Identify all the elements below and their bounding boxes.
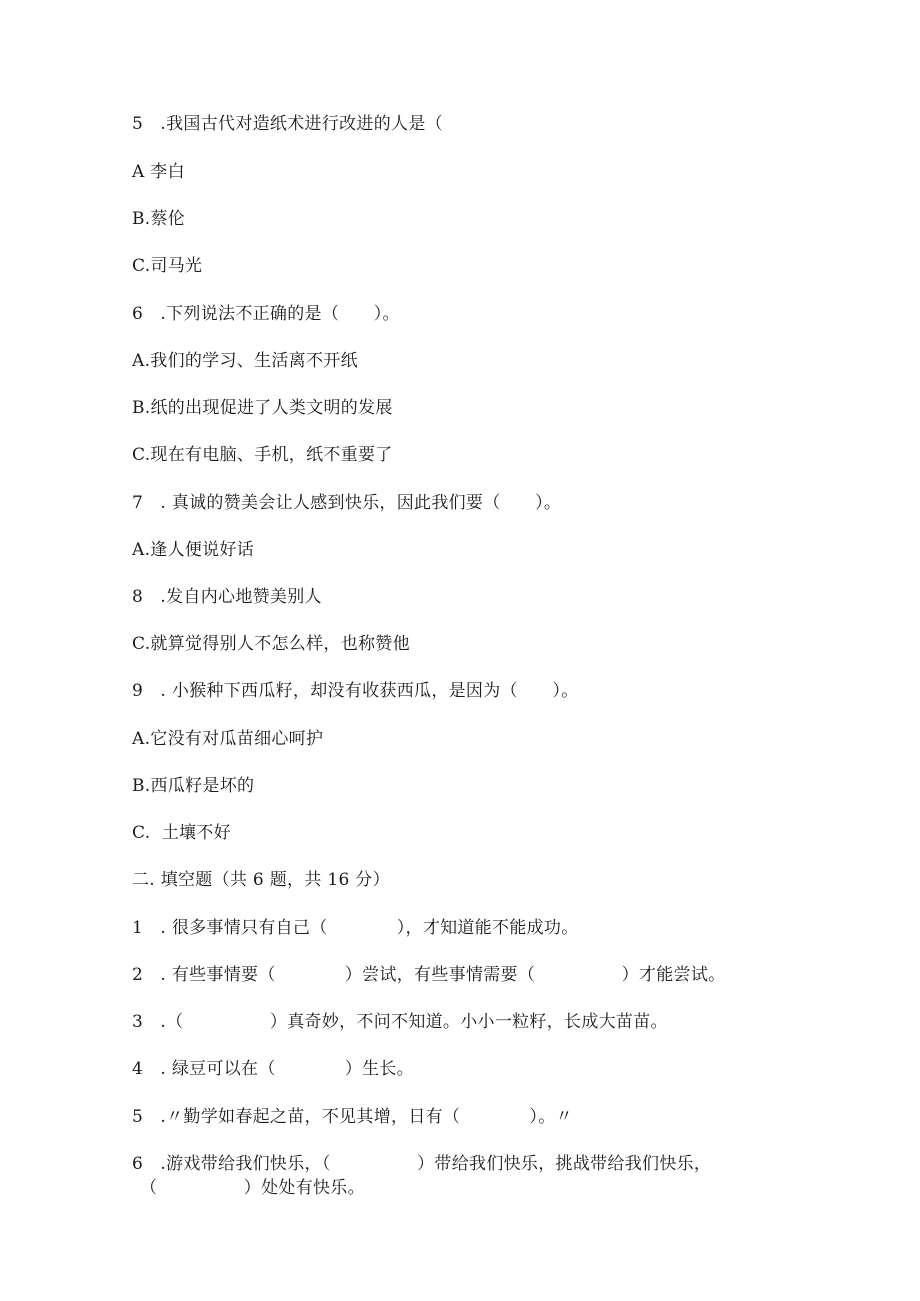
fill-question-4: 4 . 绿豆可以在（ ）生长。 [132, 1059, 415, 1079]
fill-question-3: 3 .（ ）真奇妙，不问不知道。小小一粒籽，长成大苗苗。 [132, 1012, 668, 1032]
question-9-stem: 9 . 小猴种下西瓜籽，却没有收获西瓜，是因为（ ）。 [132, 681, 579, 701]
question-5-stem: 5 .我国古代对造纸术进行改进的人是（ [132, 114, 443, 134]
question-6-option-b: B.纸的出现促进了人类文明的发展 [132, 398, 393, 418]
question-7-option-c: C.就算觉得别人不怎么样，也称赞他 [132, 634, 410, 654]
question-5-option-c: C.司马光 [132, 256, 203, 276]
question-5-option-a: A 李白 [132, 162, 185, 182]
fill-question-6-continuation: （ ）处处有快乐。 [140, 1178, 365, 1198]
question-7-option-b: 8 .发自内心地赞美别人 [132, 587, 322, 607]
question-9-option-a: A.它没有对瓜苗细心呵护 [132, 729, 324, 749]
fill-question-1: 1 . 很多事情只有自己（ ），才知道能不能成功。 [132, 918, 579, 938]
question-6-stem: 6 .下列说法不正确的是（ ）。 [132, 304, 400, 324]
question-5-option-b: B.蔡伦 [132, 209, 186, 229]
fill-question-2: 2 . 有些事情要（ ）尝试，有些事情需要（ ）才能尝试。 [132, 965, 726, 985]
question-7-option-a: A.逢人便说好话 [132, 540, 255, 560]
fill-question-6: 6 .游戏带给我们快乐，（ ）带给我们快乐，挑战带给我们快乐， [132, 1154, 712, 1174]
question-6-option-c: C.现在有电脑、手机，纸不重要了 [132, 445, 393, 465]
section-heading-fill-in: 二. 填空题（共 6 题，共 16 分） [132, 870, 390, 890]
fill-question-5: 5 .〃勤学如春起之苗，不见其增，日有（ ）。〃 [132, 1107, 573, 1127]
question-9-option-b: B.西瓜籽是坏的 [132, 776, 255, 796]
question-9-option-c: C. 土壤不好 [132, 823, 232, 843]
question-7-stem: 7 . 真诚的赞美会让人感到快乐，因此我们要（ ）。 [132, 493, 562, 513]
question-6-option-a: A.我们的学习、生活离不开纸 [132, 351, 358, 371]
